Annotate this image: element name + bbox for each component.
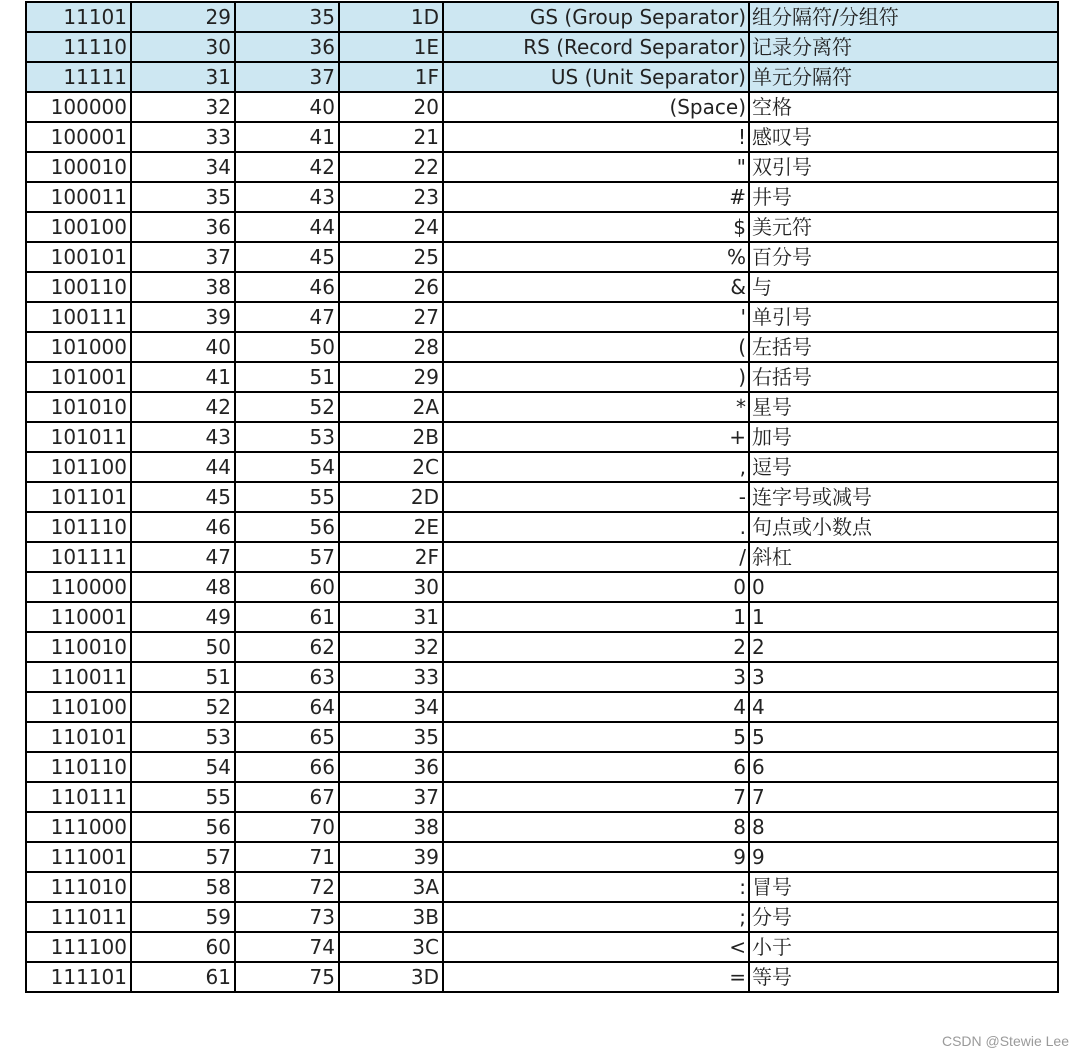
hex-cell: 1F xyxy=(339,62,443,92)
symbol-cell: ) xyxy=(443,362,749,392)
description-cell: 井号 xyxy=(749,182,1058,212)
decimal-cell: 46 xyxy=(131,512,235,542)
hex-cell: 22 xyxy=(339,152,443,182)
binary-cell: 100111 xyxy=(26,302,131,332)
hex-cell: 39 xyxy=(339,842,443,872)
decimal-cell: 56 xyxy=(131,812,235,842)
description-cell: 左括号 xyxy=(749,332,1058,362)
binary-cell: 111000 xyxy=(26,812,131,842)
symbol-cell: < xyxy=(443,932,749,962)
octal-cell: 50 xyxy=(235,332,339,362)
description-cell: 感叹号 xyxy=(749,122,1058,152)
hex-cell: 31 xyxy=(339,602,443,632)
binary-cell: 110110 xyxy=(26,752,131,782)
decimal-cell: 39 xyxy=(131,302,235,332)
table-row xyxy=(26,872,1058,902)
description-cell: 逗号 xyxy=(749,452,1058,482)
binary-cell: 100010 xyxy=(26,152,131,182)
hex-cell: 2C xyxy=(339,452,443,482)
description-cell: 2 xyxy=(749,632,1058,662)
table-row xyxy=(26,752,1058,782)
binary-cell: 11111 xyxy=(26,62,131,92)
description-cell: 右括号 xyxy=(749,362,1058,392)
symbol-cell: . xyxy=(443,512,749,542)
octal-cell: 37 xyxy=(235,62,339,92)
symbol-cell: 5 xyxy=(443,722,749,752)
description-cell: 与 xyxy=(749,272,1058,302)
symbol-cell: + xyxy=(443,422,749,452)
binary-cell: 100100 xyxy=(26,212,131,242)
table-row xyxy=(26,182,1058,212)
binary-cell: 101001 xyxy=(26,362,131,392)
symbol-cell: - xyxy=(443,482,749,512)
table-row xyxy=(26,782,1058,812)
decimal-cell: 38 xyxy=(131,272,235,302)
binary-cell: 11110 xyxy=(26,32,131,62)
hex-cell: 32 xyxy=(339,632,443,662)
table-row xyxy=(26,122,1058,152)
hex-cell: 29 xyxy=(339,362,443,392)
table-row xyxy=(26,542,1058,572)
binary-cell: 110100 xyxy=(26,692,131,722)
table-row xyxy=(26,662,1058,692)
decimal-cell: 42 xyxy=(131,392,235,422)
description-cell: 3 xyxy=(749,662,1058,692)
binary-cell: 100110 xyxy=(26,272,131,302)
description-cell: 美元符 xyxy=(749,212,1058,242)
binary-cell: 101111 xyxy=(26,542,131,572)
decimal-cell: 59 xyxy=(131,902,235,932)
binary-cell: 101000 xyxy=(26,332,131,362)
octal-cell: 71 xyxy=(235,842,339,872)
hex-cell: 3D xyxy=(339,962,443,992)
symbol-cell: 7 xyxy=(443,782,749,812)
decimal-cell: 30 xyxy=(131,32,235,62)
hex-cell: 2F xyxy=(339,542,443,572)
symbol-cell: ' xyxy=(443,302,749,332)
decimal-cell: 35 xyxy=(131,182,235,212)
symbol-cell: : xyxy=(443,872,749,902)
table-row xyxy=(26,242,1058,272)
hex-cell: 26 xyxy=(339,272,443,302)
table-row xyxy=(26,92,1058,122)
table-row xyxy=(26,632,1058,662)
decimal-cell: 60 xyxy=(131,932,235,962)
symbol-cell: 1 xyxy=(443,602,749,632)
binary-cell: 110011 xyxy=(26,662,131,692)
hex-cell: 27 xyxy=(339,302,443,332)
symbol-cell: 4 xyxy=(443,692,749,722)
hex-cell: 2A xyxy=(339,392,443,422)
watermark: CSDN @Stewie Lee xyxy=(941,1033,1069,1049)
binary-cell: 110010 xyxy=(26,632,131,662)
description-cell: 1 xyxy=(749,602,1058,632)
symbol-cell: , xyxy=(443,452,749,482)
symbol-cell: (Space) xyxy=(443,92,749,122)
symbol-cell: ; xyxy=(443,902,749,932)
table-row xyxy=(26,62,1058,92)
description-cell: 双引号 xyxy=(749,152,1058,182)
octal-cell: 47 xyxy=(235,302,339,332)
table-row xyxy=(26,902,1058,932)
description-cell: 连字号或减号 xyxy=(749,482,1058,512)
binary-cell: 101010 xyxy=(26,392,131,422)
symbol-cell: " xyxy=(443,152,749,182)
hex-cell: 21 xyxy=(339,122,443,152)
table-row xyxy=(26,32,1058,62)
description-cell: 句点或小数点 xyxy=(749,512,1058,542)
decimal-cell: 61 xyxy=(131,962,235,992)
binary-cell: 100001 xyxy=(26,122,131,152)
octal-cell: 60 xyxy=(235,572,339,602)
table-row xyxy=(26,692,1058,722)
decimal-cell: 37 xyxy=(131,242,235,272)
decimal-cell: 48 xyxy=(131,572,235,602)
decimal-cell: 33 xyxy=(131,122,235,152)
hex-cell: 3B xyxy=(339,902,443,932)
table-row xyxy=(26,602,1058,632)
description-cell: 8 xyxy=(749,812,1058,842)
description-cell: 小于 xyxy=(749,932,1058,962)
binary-cell: 100101 xyxy=(26,242,131,272)
octal-cell: 66 xyxy=(235,752,339,782)
hex-cell: 37 xyxy=(339,782,443,812)
decimal-cell: 53 xyxy=(131,722,235,752)
binary-cell: 100011 xyxy=(26,182,131,212)
binary-cell: 100000 xyxy=(26,92,131,122)
description-cell: 7 xyxy=(749,782,1058,812)
table-row xyxy=(26,482,1058,512)
hex-cell: 2D xyxy=(339,482,443,512)
table-row xyxy=(26,842,1058,872)
table-row xyxy=(26,302,1058,332)
description-cell: 6 xyxy=(749,752,1058,782)
description-cell: 分号 xyxy=(749,902,1058,932)
symbol-cell: 8 xyxy=(443,812,749,842)
decimal-cell: 50 xyxy=(131,632,235,662)
octal-cell: 73 xyxy=(235,902,339,932)
description-cell: 星号 xyxy=(749,392,1058,422)
table-row xyxy=(26,512,1058,542)
description-cell: 组分隔符/分组符 xyxy=(749,2,1058,32)
decimal-cell: 43 xyxy=(131,422,235,452)
octal-cell: 70 xyxy=(235,812,339,842)
hex-cell: 25 xyxy=(339,242,443,272)
decimal-cell: 49 xyxy=(131,602,235,632)
octal-cell: 67 xyxy=(235,782,339,812)
decimal-cell: 32 xyxy=(131,92,235,122)
description-cell: 空格 xyxy=(749,92,1058,122)
binary-cell: 110000 xyxy=(26,572,131,602)
symbol-cell: GS (Group Separator) xyxy=(443,2,749,32)
decimal-cell: 34 xyxy=(131,152,235,182)
table-row xyxy=(26,272,1058,302)
symbol-cell: 3 xyxy=(443,662,749,692)
description-cell: 单引号 xyxy=(749,302,1058,332)
decimal-cell: 55 xyxy=(131,782,235,812)
octal-cell: 54 xyxy=(235,452,339,482)
hex-cell: 20 xyxy=(339,92,443,122)
binary-cell: 101011 xyxy=(26,422,131,452)
octal-cell: 74 xyxy=(235,932,339,962)
decimal-cell: 40 xyxy=(131,332,235,362)
decimal-cell: 36 xyxy=(131,212,235,242)
octal-cell: 75 xyxy=(235,962,339,992)
symbol-cell: & xyxy=(443,272,749,302)
octal-cell: 55 xyxy=(235,482,339,512)
binary-cell: 11101 xyxy=(26,2,131,32)
binary-cell: 111011 xyxy=(26,902,131,932)
octal-cell: 72 xyxy=(235,872,339,902)
octal-cell: 41 xyxy=(235,122,339,152)
table-row xyxy=(26,332,1058,362)
symbol-cell: 2 xyxy=(443,632,749,662)
binary-cell: 111010 xyxy=(26,872,131,902)
binary-cell: 101101 xyxy=(26,482,131,512)
hex-cell: 34 xyxy=(339,692,443,722)
decimal-cell: 31 xyxy=(131,62,235,92)
table-row xyxy=(26,962,1058,992)
octal-cell: 57 xyxy=(235,542,339,572)
hex-cell: 33 xyxy=(339,662,443,692)
octal-cell: 51 xyxy=(235,362,339,392)
description-cell: 百分号 xyxy=(749,242,1058,272)
table-row xyxy=(26,452,1058,482)
symbol-cell: $ xyxy=(443,212,749,242)
hex-cell: 3C xyxy=(339,932,443,962)
table-row xyxy=(26,362,1058,392)
decimal-cell: 45 xyxy=(131,482,235,512)
octal-cell: 53 xyxy=(235,422,339,452)
description-cell: 斜杠 xyxy=(749,542,1058,572)
table-row xyxy=(26,152,1058,182)
octal-cell: 40 xyxy=(235,92,339,122)
binary-cell: 111101 xyxy=(26,962,131,992)
hex-cell: 35 xyxy=(339,722,443,752)
decimal-cell: 58 xyxy=(131,872,235,902)
symbol-cell: = xyxy=(443,962,749,992)
symbol-cell: # xyxy=(443,182,749,212)
description-cell: 加号 xyxy=(749,422,1058,452)
table-row xyxy=(26,2,1058,32)
table-row xyxy=(26,392,1058,422)
hex-cell: 1D xyxy=(339,2,443,32)
hex-cell: 2E xyxy=(339,512,443,542)
octal-cell: 35 xyxy=(235,2,339,32)
description-cell: 5 xyxy=(749,722,1058,752)
table-row xyxy=(26,812,1058,842)
hex-cell: 28 xyxy=(339,332,443,362)
octal-cell: 62 xyxy=(235,632,339,662)
hex-cell: 36 xyxy=(339,752,443,782)
decimal-cell: 57 xyxy=(131,842,235,872)
octal-cell: 45 xyxy=(235,242,339,272)
table-row xyxy=(26,932,1058,962)
binary-cell: 111001 xyxy=(26,842,131,872)
binary-cell: 101110 xyxy=(26,512,131,542)
hex-cell: 38 xyxy=(339,812,443,842)
binary-cell: 110001 xyxy=(26,602,131,632)
octal-cell: 64 xyxy=(235,692,339,722)
decimal-cell: 44 xyxy=(131,452,235,482)
hex-cell: 23 xyxy=(339,182,443,212)
decimal-cell: 29 xyxy=(131,2,235,32)
symbol-cell: US (Unit Separator) xyxy=(443,62,749,92)
table-row xyxy=(26,212,1058,242)
symbol-cell: RS (Record Separator) xyxy=(443,32,749,62)
decimal-cell: 52 xyxy=(131,692,235,722)
octal-cell: 36 xyxy=(235,32,339,62)
symbol-cell: % xyxy=(443,242,749,272)
octal-cell: 42 xyxy=(235,152,339,182)
octal-cell: 65 xyxy=(235,722,339,752)
binary-cell: 110111 xyxy=(26,782,131,812)
octal-cell: 56 xyxy=(235,512,339,542)
octal-cell: 43 xyxy=(235,182,339,212)
symbol-cell: 9 xyxy=(443,842,749,872)
octal-cell: 63 xyxy=(235,662,339,692)
table-row xyxy=(26,422,1058,452)
description-cell: 等号 xyxy=(749,962,1058,992)
table-row xyxy=(26,722,1058,752)
decimal-cell: 41 xyxy=(131,362,235,392)
decimal-cell: 47 xyxy=(131,542,235,572)
symbol-cell: ( xyxy=(443,332,749,362)
description-cell: 9 xyxy=(749,842,1058,872)
octal-cell: 52 xyxy=(235,392,339,422)
hex-cell: 24 xyxy=(339,212,443,242)
octal-cell: 44 xyxy=(235,212,339,242)
binary-cell: 101100 xyxy=(26,452,131,482)
description-cell: 4 xyxy=(749,692,1058,722)
table-row xyxy=(26,572,1058,602)
binary-cell: 110101 xyxy=(26,722,131,752)
description-cell: 冒号 xyxy=(749,872,1058,902)
octal-cell: 46 xyxy=(235,272,339,302)
symbol-cell: * xyxy=(443,392,749,422)
symbol-cell: 6 xyxy=(443,752,749,782)
description-cell: 记录分离符 xyxy=(749,32,1058,62)
symbol-cell: ! xyxy=(443,122,749,152)
hex-cell: 3A xyxy=(339,872,443,902)
symbol-cell: / xyxy=(443,542,749,572)
decimal-cell: 51 xyxy=(131,662,235,692)
octal-cell: 61 xyxy=(235,602,339,632)
hex-cell: 1E xyxy=(339,32,443,62)
description-cell: 0 xyxy=(749,572,1058,602)
binary-cell: 111100 xyxy=(26,932,131,962)
hex-cell: 2B xyxy=(339,422,443,452)
ascii-table-body xyxy=(26,2,1058,992)
decimal-cell: 54 xyxy=(131,752,235,782)
ascii-table xyxy=(25,1,1059,993)
hex-cell: 30 xyxy=(339,572,443,602)
symbol-cell: 0 xyxy=(443,572,749,602)
description-cell: 单元分隔符 xyxy=(749,62,1058,92)
